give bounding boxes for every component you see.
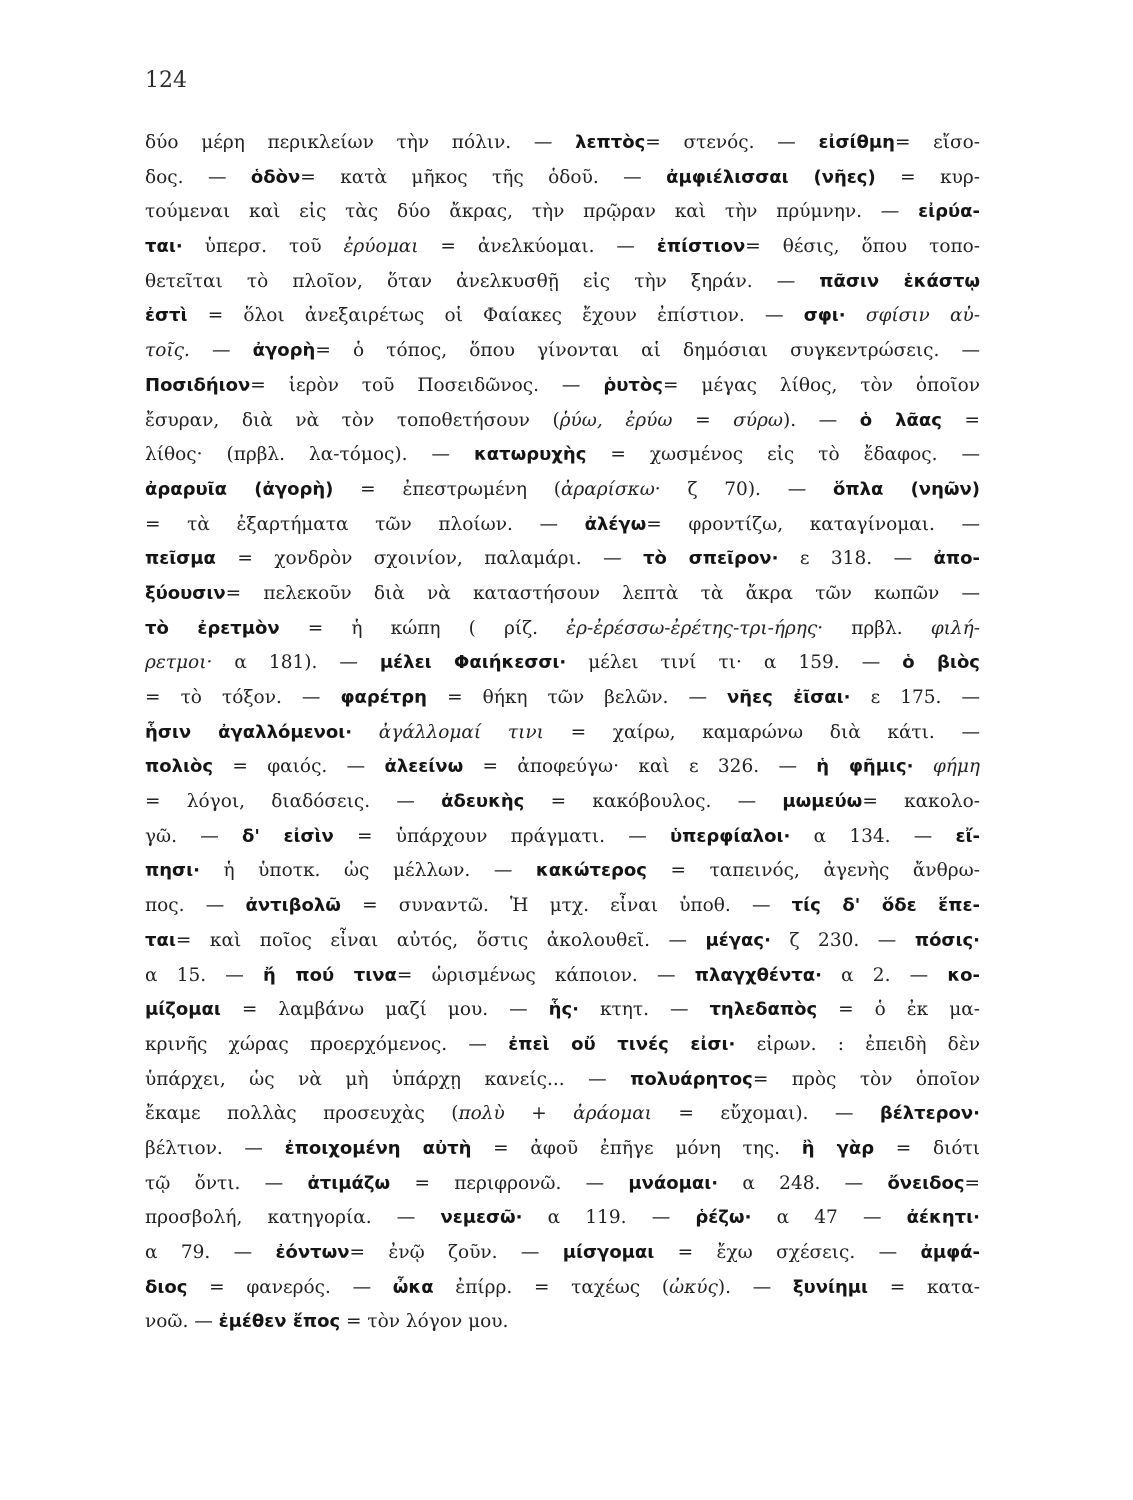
gloss-text: = χωσμένος εἰς τὸ ἔδαφος. — [586, 444, 980, 466]
headword: τὸ ἐρετμὸν [145, 617, 280, 639]
headword: μίσγομαι [562, 1242, 655, 1263]
gloss-text [913, 756, 932, 777]
headword: ῥέζω· [695, 1207, 752, 1229]
headword: πᾶσιν ἑκάστῳ [819, 270, 980, 292]
headword: ἀμφιέλισσαι (νῆες) [666, 166, 876, 188]
gloss-text: ζ 70). — [660, 478, 834, 500]
headword: κατωρυχὴς [473, 444, 587, 466]
text-line [145, 716, 980, 751]
headword: ἀτιμάζω [307, 1172, 391, 1194]
headword: δ' εἰσὶν [241, 825, 334, 847]
gloss-text: ). — [717, 1276, 793, 1298]
italic-gloss: τοῖς. [145, 340, 190, 362]
gloss-text: = ἔχω σχέσεις. — [654, 1242, 921, 1263]
headword: μέλει Φαιήκεσσι· [379, 652, 567, 674]
headword: ὁδὸν [250, 166, 301, 188]
gloss-text: = ἐνῷ ζοῦν. — [349, 1242, 563, 1263]
gloss-text: = συναντῶ. Ἡ μτχ. εἶναι ὑποθ. — [340, 895, 792, 917]
headword: ὁ λᾶας [859, 409, 942, 431]
gloss-text: ἡ ὑποτκ. ὡς μέλλων. — [199, 860, 536, 882]
italic-gloss: ἐρ-ἐρέσσω-ἐρέτης-τρι-ήρης· [566, 617, 824, 639]
text-line [145, 334, 980, 369]
gloss-text: ὑπερσ. τοῦ [182, 236, 344, 258]
headword: πλαγχθέντα· [694, 964, 822, 986]
gloss-text: = πελεκοῦν διὰ νὰ καταστήσουν λεπτὰ τὰ ἄκρα τῶν κωπῶν — [225, 582, 980, 604]
headword: κακώτερος [535, 860, 647, 882]
text-line [145, 404, 980, 439]
headword: ξύουσιν [145, 582, 226, 604]
gloss-text: = θέσις, ὅπου τοπο- [745, 236, 980, 258]
gloss-text: α 119. — [522, 1207, 696, 1229]
italic-gloss: ἀγάλλομαί τινι [378, 721, 544, 743]
headword: ἀέκητι· [906, 1207, 980, 1229]
gloss-text: ζ 230. — [770, 929, 915, 951]
italic-gloss: φήμη [932, 756, 980, 778]
headword: ὑπερφίαλοι· [670, 825, 791, 847]
gloss-text: = χαίρω, καμαρώνω διὰ κάτι. — [543, 721, 980, 743]
text-line [145, 542, 980, 577]
italic-gloss: ὠκύς [669, 1276, 718, 1298]
text-line [145, 1236, 980, 1271]
gloss-text: — [189, 340, 253, 362]
gloss-text: δος. — [145, 166, 251, 188]
gloss-text: α 134. — [790, 825, 956, 847]
gloss-text: ε 175. — [850, 687, 980, 708]
glossary-text-block [145, 126, 980, 1340]
headword: εἰσίθμη [818, 132, 895, 153]
headword: ὦκα [392, 1276, 434, 1298]
gloss-text [846, 305, 866, 326]
headword: ἐόντων [275, 1242, 350, 1263]
text-line [145, 1132, 980, 1167]
headword: μέγας· [705, 929, 771, 951]
headword: ται· [145, 236, 183, 258]
headword: ἡ φῆμις· [816, 756, 914, 778]
gloss-text: = κακόβουλος. — [524, 791, 783, 813]
headword: λεπτὸς [575, 132, 646, 153]
headword: πησι· [145, 860, 200, 882]
gloss-text: πος. — [145, 895, 246, 917]
headword: ἢ γὰρ [801, 1137, 875, 1159]
headword: ὄνειδος [887, 1172, 965, 1194]
headword: πολιὸς [145, 756, 214, 778]
text-line [145, 681, 980, 716]
gloss-text: = καὶ ποῖος εἶναι αὐτός, ὅστις ἀκολουθεῖ. — [175, 929, 706, 951]
gloss-text: κρινῆς χώρας προερχόμενος. — [145, 1033, 509, 1055]
gloss-text: α 79. — [145, 1242, 276, 1263]
headword: εἴ- [955, 825, 980, 847]
text-line [145, 299, 980, 334]
gloss-text: α 47 — [751, 1207, 907, 1229]
text-line [145, 993, 980, 1028]
headword: ὁ βιὸς [902, 652, 980, 674]
gloss-text: = φαιός. — [213, 756, 385, 778]
gloss-text: = ἐπεστρωμένη ( [333, 478, 561, 500]
text-line [145, 195, 980, 230]
gloss-text: πρβλ. [823, 617, 931, 639]
headword: ἀπο- [933, 548, 980, 570]
text-line [145, 924, 980, 959]
headword: ἤ πού τινα [263, 964, 397, 986]
gloss-text: εἰρων. : ἐπειδὴ δὲν [735, 1033, 980, 1055]
gloss-text: προσβολή, κατηγορία. — [145, 1207, 441, 1229]
italic-gloss: ρετμοι· [145, 652, 213, 674]
headword: πεῖσμα [145, 548, 216, 570]
gloss-text: = ὁ τόπος, ὅπου γίνονται αἱ δημόσιαι συγκεντρώσεις. — [315, 340, 980, 362]
gloss-text: = ἀνελκύομαι. — [418, 236, 657, 258]
headword: διος [145, 1276, 188, 1298]
italic-gloss: ἐρύομαι [343, 236, 419, 258]
text-line [145, 889, 980, 924]
headword: ἀντιβολῶ [245, 895, 341, 917]
headword: νῆες ἐῖσαι· [727, 687, 851, 708]
gloss-text: δύο μέρη περικλείων τὴν πόλιν. — [145, 132, 576, 153]
gloss-text: = ἱερὸν τοῦ Ποσειδῶνος. — [250, 374, 604, 396]
headword: ὅπλα (νηῶν) [833, 478, 980, 500]
gloss-text: = ἀφοῦ ἐπῆγε μόνη της. [471, 1137, 802, 1159]
gloss-text: = φανερός. — [187, 1276, 393, 1298]
gloss-text: = θήκη τῶν βελῶν. — [427, 687, 728, 708]
text-line [145, 854, 980, 889]
headword: ἧς· [548, 999, 579, 1021]
gloss-text: ε 318. — [778, 548, 934, 570]
headword: μίζομαι [145, 999, 221, 1021]
gloss-text: = εὔχομαι). — [651, 1103, 880, 1125]
text-line [145, 1063, 980, 1098]
headword: τὸ σπεῖρον· [643, 548, 779, 570]
headword: πόσις· [914, 929, 980, 951]
gloss-text: ὑπάρχει, ὡς νὰ μὴ ὑπάρχῃ κανείς... — [145, 1068, 631, 1090]
gloss-text: = κατὰ μῆκος τῆς ὁδοῦ. — [300, 166, 667, 188]
gloss-text: τῷ ὄντι. — [145, 1172, 308, 1194]
gloss-text: = φροντίζω, καταγίνομαι. — [646, 513, 980, 535]
headword: νεμεσῶ· [440, 1207, 523, 1229]
headword: ἐπίστιον [656, 236, 746, 258]
text-line [145, 126, 980, 161]
gloss-text: κτητ. — [578, 999, 710, 1021]
gloss-text: α 181). — [212, 652, 380, 674]
headword: ἀγορὴ [252, 340, 316, 362]
gloss-text: α 2. — [821, 964, 948, 986]
headword: μωμεύω [782, 791, 863, 813]
gloss-text: = χονδρὸν σχοινίον, παλαμάρι. — [215, 548, 644, 570]
text-line [145, 230, 980, 265]
headword: ἀραρυῖα (ἀγορὴ) [145, 478, 334, 500]
headword: τηλεδαπὸς [709, 999, 818, 1021]
text-line [145, 577, 980, 612]
gloss-text: = ὡρισμένως κάποιον. — [396, 964, 695, 986]
text-line [145, 1271, 980, 1306]
gloss-text: = διότι [874, 1137, 980, 1159]
headword: ἐστὶ [145, 305, 188, 327]
headword: βέλτερον· [879, 1103, 980, 1125]
italic-gloss: ἀραρίσκω· [560, 478, 661, 500]
gloss-text: = στενός. — [645, 132, 819, 153]
gloss-text: ἐπίρρ. = ταχέως ( [433, 1276, 670, 1298]
gloss-text: = λαμβάνω μαζί μου. — [220, 999, 549, 1021]
text-line [145, 820, 980, 855]
gloss-text: = ὁ ἐκ μα- [817, 999, 980, 1021]
headword: εἰρύα- [918, 201, 980, 223]
text-line [145, 1305, 980, 1340]
gloss-text: ἔκαμε πολλὰς προσευχὰς ( [145, 1103, 459, 1125]
gloss-text: = τὰ ἐξαρτήματα τῶν πλοίων. — [145, 513, 585, 535]
headword: σφι· [803, 305, 846, 327]
gloss-text: = εἴσο- [894, 132, 980, 153]
gloss-text: λίθος· (πρβλ. λα-τόμος). — [145, 444, 474, 466]
gloss-text: α 248. — [718, 1172, 888, 1194]
gloss-text: ). — [783, 409, 860, 431]
gloss-text: = πρὸς τὸν ὁποῖον [752, 1068, 980, 1090]
headword: ἀλεείνω [384, 756, 464, 778]
headword: ἀλέγω [584, 513, 647, 535]
gloss-text: τούμεναι καὶ εἰς τὰς δύο ἄκρας, τὴν πρῷραν καὶ τὴν πρύμνην. — [145, 201, 919, 223]
gloss-text: = λόγοι, διαδόσεις. — [145, 791, 442, 813]
headword: πολυάρητος [630, 1068, 753, 1090]
gloss-text [352, 722, 379, 743]
gloss-text: θετεῖται τὸ πλοῖον, ὅταν ἀνελκυσθῇ εἰς τὴν ξηράν. — [145, 270, 820, 292]
gloss-text: = ἀποφεύγω· καὶ ε 326. — [463, 756, 817, 778]
text-line [145, 161, 980, 196]
gloss-text: βέλτιον. — [145, 1137, 285, 1159]
gloss-text: = τὸν λόγον μου. [340, 1311, 509, 1333]
text-line [145, 1201, 980, 1236]
italic-gloss: ῥύω, ἐρύω = σύρω [559, 409, 783, 431]
headword: ξυνίημι [792, 1276, 869, 1298]
headword: κο- [947, 964, 980, 986]
headword: μνάομαι· [628, 1172, 719, 1194]
text-line [145, 473, 980, 508]
headword: ῥυτὸς [603, 374, 663, 396]
gloss-text: = κακολο- [862, 791, 980, 813]
text-line [145, 750, 980, 785]
headword: ται [145, 929, 176, 951]
headword: ἀμφά- [920, 1242, 980, 1263]
text-line [145, 612, 980, 647]
gloss-text: α 15. — [145, 964, 264, 986]
text-line [145, 1097, 980, 1132]
text-line [145, 646, 980, 681]
text-line [145, 959, 980, 994]
page-number: 124 [145, 68, 187, 93]
gloss-text: = [964, 1172, 980, 1194]
gloss-text: γῶ. — [145, 825, 242, 847]
text-line [145, 508, 980, 543]
text-line [145, 265, 980, 300]
text-line [145, 785, 980, 820]
italic-gloss: σφίσιν αὐ- [865, 305, 980, 327]
gloss-text: = τὸ τόξον. — [145, 687, 341, 708]
italic-gloss: φιλή- [930, 617, 980, 639]
headword: ἀδευκὴς [441, 791, 525, 813]
gloss-text: = [941, 409, 980, 431]
headword: ἐποιχομένη αὐτὴ [284, 1137, 472, 1159]
headword: τίς δ' ὅδε ἕπε- [791, 895, 980, 917]
gloss-text: = κυρ- [875, 166, 980, 188]
gloss-text: = ὅλοι ἀνεξαιρέτως οἱ Φαίακες ἔχουν ἐπίστιον. — [187, 305, 804, 327]
gloss-text: νοῶ. — [145, 1311, 219, 1333]
gloss-text: = μέγας λίθος, τὸν ὁποῖον [662, 374, 980, 396]
gloss-text: = κατα- [868, 1276, 980, 1298]
headword: ἧσιν ἀγαλλόμενοι· [145, 721, 353, 743]
gloss-text: ἔσυραν, διὰ νὰ τὸν τοποθετήσουν ( [145, 409, 560, 431]
gloss-text: = ὑπάρχουν πράγματι. — [333, 825, 670, 847]
headword: Ποσιδήιον [145, 374, 251, 396]
text-line [145, 1167, 980, 1202]
gloss-text: = ταπεινός, ἀγενὴς ἄνθρω- [646, 860, 980, 882]
headword: φαρέτρη [340, 687, 427, 708]
headword: ἐπεὶ οὔ τινές εἰσι· [508, 1033, 736, 1055]
text-line [145, 1028, 980, 1063]
italic-gloss: πολὺ + ἀράομαι [458, 1103, 652, 1125]
headword: ἐμέθεν ἔπος [218, 1311, 341, 1333]
gloss-text: = ἡ κώπη ( ρίζ. [279, 617, 567, 639]
gloss-text: μέλει τινί τι· α 159. — [566, 652, 903, 674]
text-line [145, 438, 980, 473]
text-line [145, 369, 980, 404]
gloss-text: = περιφρονῶ. — [390, 1172, 629, 1194]
